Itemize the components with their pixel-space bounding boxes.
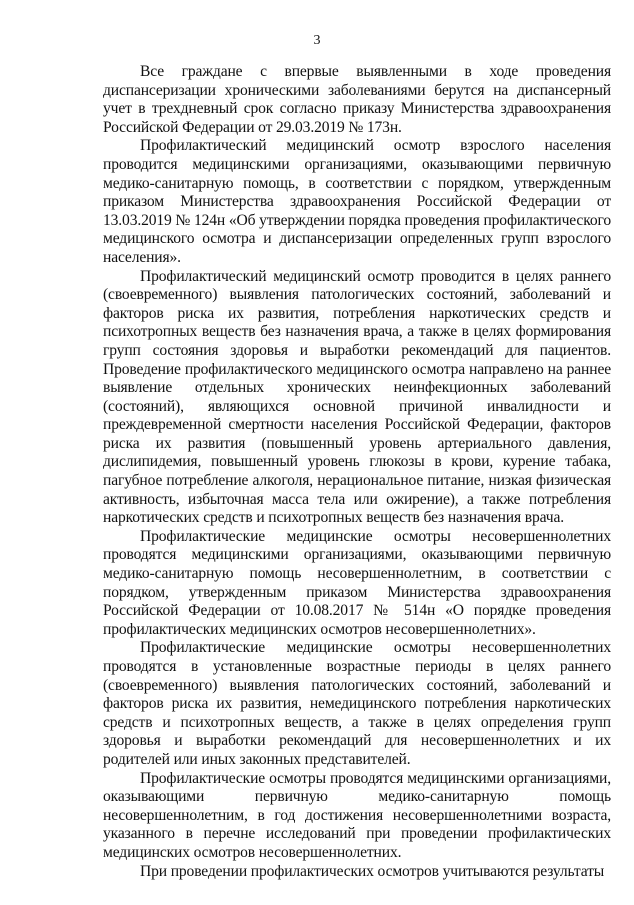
paragraph-checkup-results: При проведении профилактических осмотров учитываются результаты: [140, 862, 605, 880]
paragraph-minor-checkup-goals: Профилактические медицинские осмотры несовершеннолетних проводятся в установленные возрастные периоды в целях раннего (своевременного) выявления патологических состояний, заболеваний и факторов риска их развития, немедицинского потребления наркотических средств и психотропных веществ, а также в целях определения групп здоровья и выработки рекомендаций для несовершеннолетних и их родителей или иных законных представителей.: [103, 639, 611, 768]
paragraph-minor-checkup-timing: Профилактические осмотры проводятся медицинскими организациями, оказывающими первичную медико-санитарную помощь несовершеннолетним, в год достижения несовершеннолетними возраста, указанного в перечне исследований при проведении профилактических медицинских осмотров несовершеннолетних.: [103, 769, 611, 861]
paragraph-adult-checkup-procedure: Профилактический медицинский осмотр взрослого населения проводится медицинскими организациями, оказывающими первичную медико-санитарную помощь, в соответствии с порядком, утвержденным приказом Министерства здравоохранения Российской Федерации от 13.03.2019 № 124н «Об утверждении порядка проведения профилактического медицинского осмотра и диспансеризации определенных групп взрослого населения».: [103, 137, 611, 266]
paragraph-minor-checkup-procedure: Профилактические медицинские осмотры несовершеннолетних проводятся медицинскими организациями, оказывающими первичную медико-санитарную помощь несовершеннолетним, в соответствии с порядком, утвержденным приказом Министерства здравоохранения Российской Федерации от 10.08.2017 № 514н «О порядке проведения профилактических медицинских осмотров несовершеннолетних».: [103, 527, 611, 638]
body-text: [103, 63, 611, 881]
paragraph-adult-checkup-goals: Профилактический медицинский осмотр проводится в целях раннего (своевременного) выявления патологических состояний, заболеваний и факторов риска их развития, потребления наркотических средств и психотропных веществ без назначения врача, а также в целях формирования групп состояния здоровья и выработки рекомендаций для пациентов. Проведение профилактического медицинского осмотра направлено на раннее выявление отдельных хронических неинфекционных заболеваний (состояний), являющихся основной причиной инвалидности и преждевременной смертности населения Российской Федерации, факторов риска их развития (повышенный уровень артериального давления, дислипидемия, повышенный уровень глюкозы в крови, курение табака, пагубное потребление алкоголя, нерациональное питание, низкая физическая активность, избыточная масса тела или ожирение), а также потребления наркотических средств и психотропных веществ без назначения врача.: [103, 267, 611, 527]
page-number: 3: [313, 33, 321, 48]
paragraph-dispensary-registration: Все граждане с впервые выявленными в ходе проведения диспансеризации хроническими заболеваниями берутся на диспансерный учет в трехдневный срок согласно приказу Министерства здравоохранения Российской Федерации от 29.03.2019 № 173н.: [103, 63, 611, 136]
